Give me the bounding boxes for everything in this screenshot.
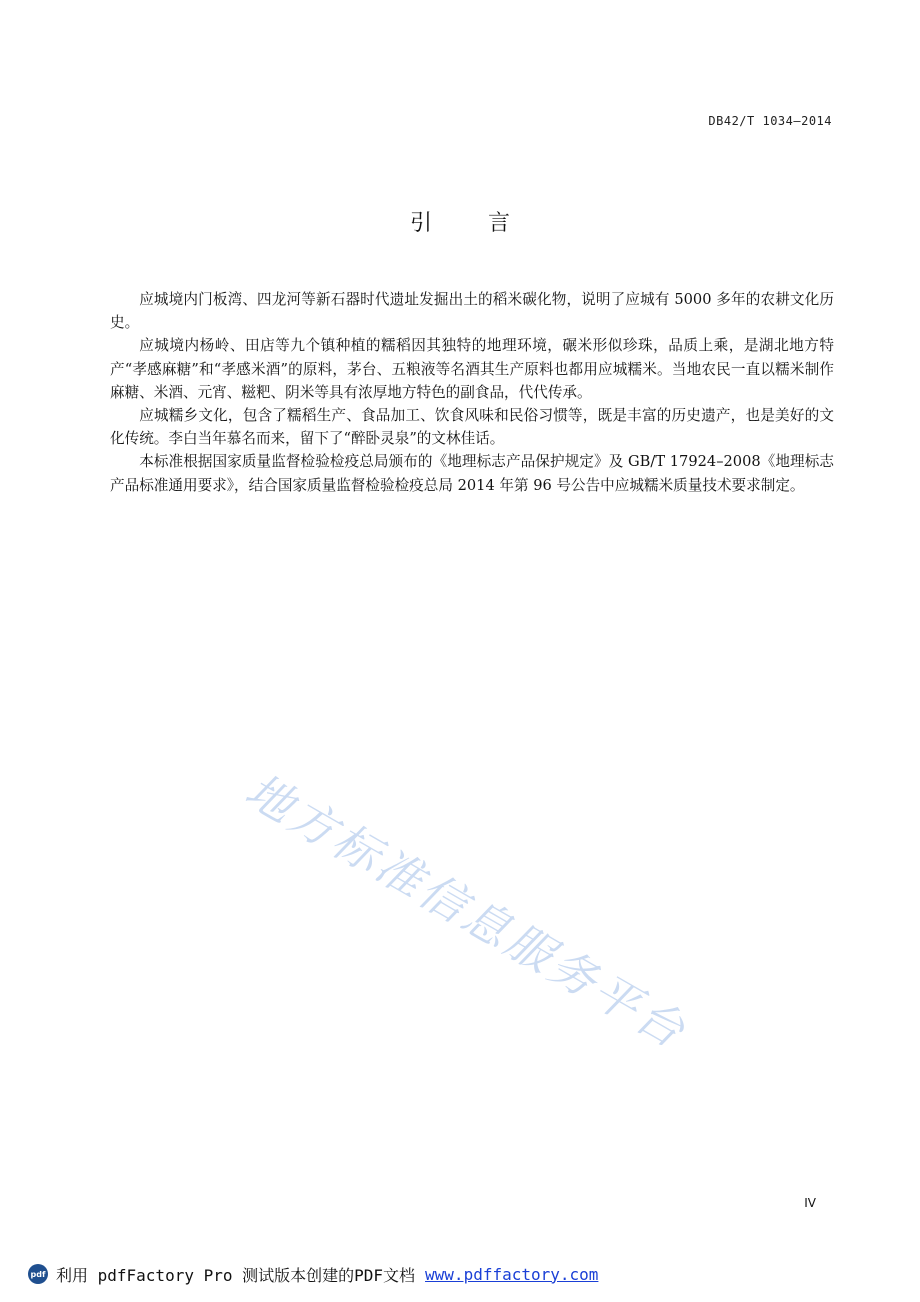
standard-code: DB42/T 1034—2014 <box>708 114 832 128</box>
watermark-text: 地方标准信息服务平台 <box>236 762 697 1060</box>
introduction-body <box>110 288 834 497</box>
paragraph: 应城糯乡文化，包含了糯稻生产、食品加工、饮食风味和民俗习惯等，既是丰富的历史遗产，也是美好的文化传统。李白当年慕名而来，留下了“醉卧灵泉”的文林佳话。 <box>110 407 834 448</box>
paragraph: 应城境内门板湾、四龙河等新石器时代遗址发掘出土的稻米碳化物，说明了应城有 5000 多年的农耕文化历史。 <box>110 291 834 332</box>
pdffactory-link[interactable]: www.pdffactory.com <box>425 1264 599 1284</box>
paragraph: 应城境内杨岭、田店等九个镇种植的糯稻因其独特的地理环境，碾米形似珍珠，品质上乘，是湖北地方特产“孝感麻糖”和“孝感米酒”的原料，茅台、五粮液等名酒其生产原料也都用应城糯米。当地农民一直以糯米制作麻糖、米酒、元宵、糍粑、阴米等具有浓厚地方特色的副食品，代代传承。 <box>110 337 834 401</box>
pdffactory-logo-icon: pdf <box>28 1264 48 1284</box>
page-title: 引言 <box>409 211 566 236</box>
paragraph: 本标准根据国家质量监督检验检疫总局颁布的《地理标志产品保护规定》及 GB/T 17924–2008《地理标志产品标准通用要求》，结合国家质量监督检验检疫总局 2014 年第 96 号公告中应城糯米质量技术要求制定。 <box>110 453 834 494</box>
page-number: IV <box>804 1196 816 1210</box>
pdf-footer <box>28 1262 598 1286</box>
watermark <box>232 760 792 1080</box>
footer-text: 利用 pdfFactory Pro 测试版本创建的PDF文档 <box>56 1265 416 1285</box>
